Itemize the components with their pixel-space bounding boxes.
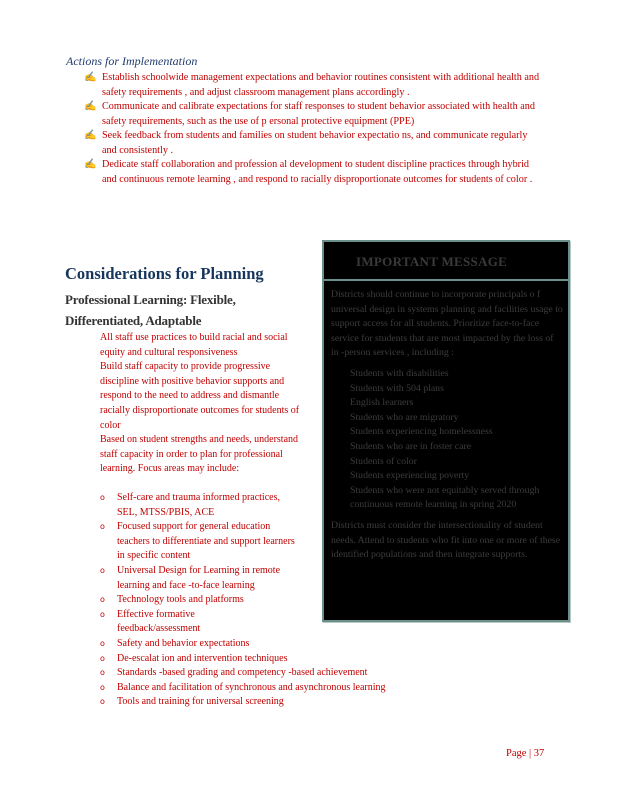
important-message-title: IMPORTANT MESSAGE — [356, 254, 508, 269]
page-number: Page | 37 — [506, 748, 545, 759]
priority-group-item — [331, 396, 563, 411]
focus-area-item — [100, 666, 460, 681]
considerations-paragraph: Based on student strengths and needs, understand staff capacity in order to plan for professional learning. Focus areas may include: — [100, 434, 299, 475]
focus-area-text: Safety and behavior expectations — [117, 637, 250, 649]
circle-bullet-icon: o — [100, 653, 105, 663]
focus-area-text: Universal Design for Learning in remote learning and face -to-face learning — [117, 564, 281, 591]
priority-group-text: Students experiencing poverty — [350, 470, 470, 482]
circle-bullet-icon: o — [100, 609, 105, 619]
action-item — [84, 129, 544, 158]
priority-group-text: Students who are in foster care — [350, 440, 472, 452]
priority-group-item — [331, 367, 563, 382]
circle-bullet-icon: o — [100, 682, 105, 692]
considerations-paragraph: All staff use practices to build racial and social equity and cultural responsiveness — [100, 332, 288, 358]
circle-bullet-icon: o — [100, 595, 105, 605]
priority-group-item — [331, 382, 563, 397]
circle-bullet-icon: o — [100, 668, 105, 678]
priority-group-text: Students who were not equitably served through continuous remote learning in spring 2020 — [350, 484, 540, 511]
circle-bullet-icon: o — [100, 697, 105, 707]
considerations-paragraph: Build staff capacity to provide progressive discipline with positive behavior supports and respond to the need to address and dismantle racially disproportionate outcomes for students of color — [100, 361, 300, 431]
writing-hand-icon: ✍ — [84, 159, 97, 170]
action-item — [84, 100, 544, 129]
priority-group-text: Students of color — [350, 455, 417, 467]
circle-bullet-icon: o — [100, 493, 105, 502]
actions-list — [84, 71, 544, 187]
focus-area-text: Focused support for general education teachers to differentiate and support learners in specific content — [117, 521, 295, 562]
circle-bullet-icon: o — [100, 565, 105, 575]
important-message-box — [322, 240, 570, 622]
action-item — [84, 71, 544, 100]
focus-area-item — [100, 593, 302, 608]
important-message-intro: Districts should continue to incorporate principals o f universal design in systems planning and facilities usage to support access for all students. Prioritize face-to-face service for students that are most impacted by the loss of in -person services , including : — [331, 289, 563, 359]
focus-area-item — [100, 608, 227, 637]
focus-area-item — [100, 637, 460, 652]
priority-group-item — [331, 455, 563, 470]
action-text: Communicate and calibrate expectations for staff responses to student behavior associated with health and safety requirements, such as the use of p ersonal protective equipment (PPE) — [102, 101, 535, 127]
actions-heading: Actions for Implementation — [66, 54, 198, 68]
priority-group-text: Students with disabilities — [350, 367, 449, 379]
priority-group-text: Students with 504 plans — [350, 382, 444, 394]
writing-hand-icon: ✍ — [84, 72, 97, 83]
writing-hand-icon: ✍ — [84, 101, 97, 112]
priority-group-item — [331, 440, 563, 455]
important-message-body — [331, 288, 563, 563]
focus-area-text: Balance and facilitation of synchronous and asynchronous learning — [117, 681, 386, 693]
circle-bullet-icon: o — [100, 638, 105, 648]
action-item — [84, 158, 544, 187]
focus-area-item — [100, 681, 460, 696]
professional-learning-subheading: Professional Learning: Flexible, Differentiated, Adaptable — [65, 292, 236, 328]
focus-area-text: Standards -based grading and competency -based achievement — [117, 667, 368, 679]
focus-area-text: Self-care and trauma informed practices, SEL, MTSS/PBIS, ACE — [117, 492, 280, 518]
priority-group-item — [331, 425, 563, 440]
focus-area-text: De-escalat ion and intervention techniques — [117, 652, 288, 664]
focus-area-item — [100, 652, 460, 667]
priority-group-item — [331, 411, 563, 426]
focus-area-text: Tools and training for universal screening — [117, 696, 284, 708]
priority-group-text: English learners — [350, 397, 414, 409]
important-message-header — [324, 242, 568, 281]
considerations-heading: Considerations for Planning — [65, 264, 264, 283]
important-message-closing: Districts must consider the intersectionality of student needs. Attend to students who fit into one or more of these identified populations and then integrate supports. — [331, 519, 561, 561]
action-text: Establish schoolwide management expectations and behavior routines consistent with additional health and safety requirements , and adjust classroom management plans accordingly . — [102, 72, 540, 98]
focus-area-item — [100, 695, 460, 710]
focus-area-text: Effective formative feedback/assessment — [117, 608, 201, 635]
focus-area-item — [100, 491, 302, 520]
action-text: Dedicate staff collaboration and profession al development to student discipline practices through hybrid and continuous remote learning , and respond to racially disproportionate outcomes for students of color . — [102, 159, 533, 185]
circle-bullet-icon: o — [100, 522, 105, 532]
priority-groups-list — [331, 367, 563, 513]
considerations-paragraphs — [100, 331, 300, 477]
action-text: Seek feedback from students and families on student behavior expectatio ns, and communicate regularly and consistently . — [102, 130, 528, 156]
focus-area-item — [100, 564, 302, 593]
focus-area-item — [100, 520, 302, 564]
priority-group-item — [331, 469, 563, 484]
priority-group-text: Students experiencing homelessness — [350, 426, 493, 438]
priority-group-text: Students who are migratory — [350, 411, 459, 423]
focus-area-text: Technology tools and platforms — [117, 594, 244, 606]
priority-group-item — [331, 484, 563, 513]
writing-hand-icon: ✍ — [84, 130, 97, 141]
